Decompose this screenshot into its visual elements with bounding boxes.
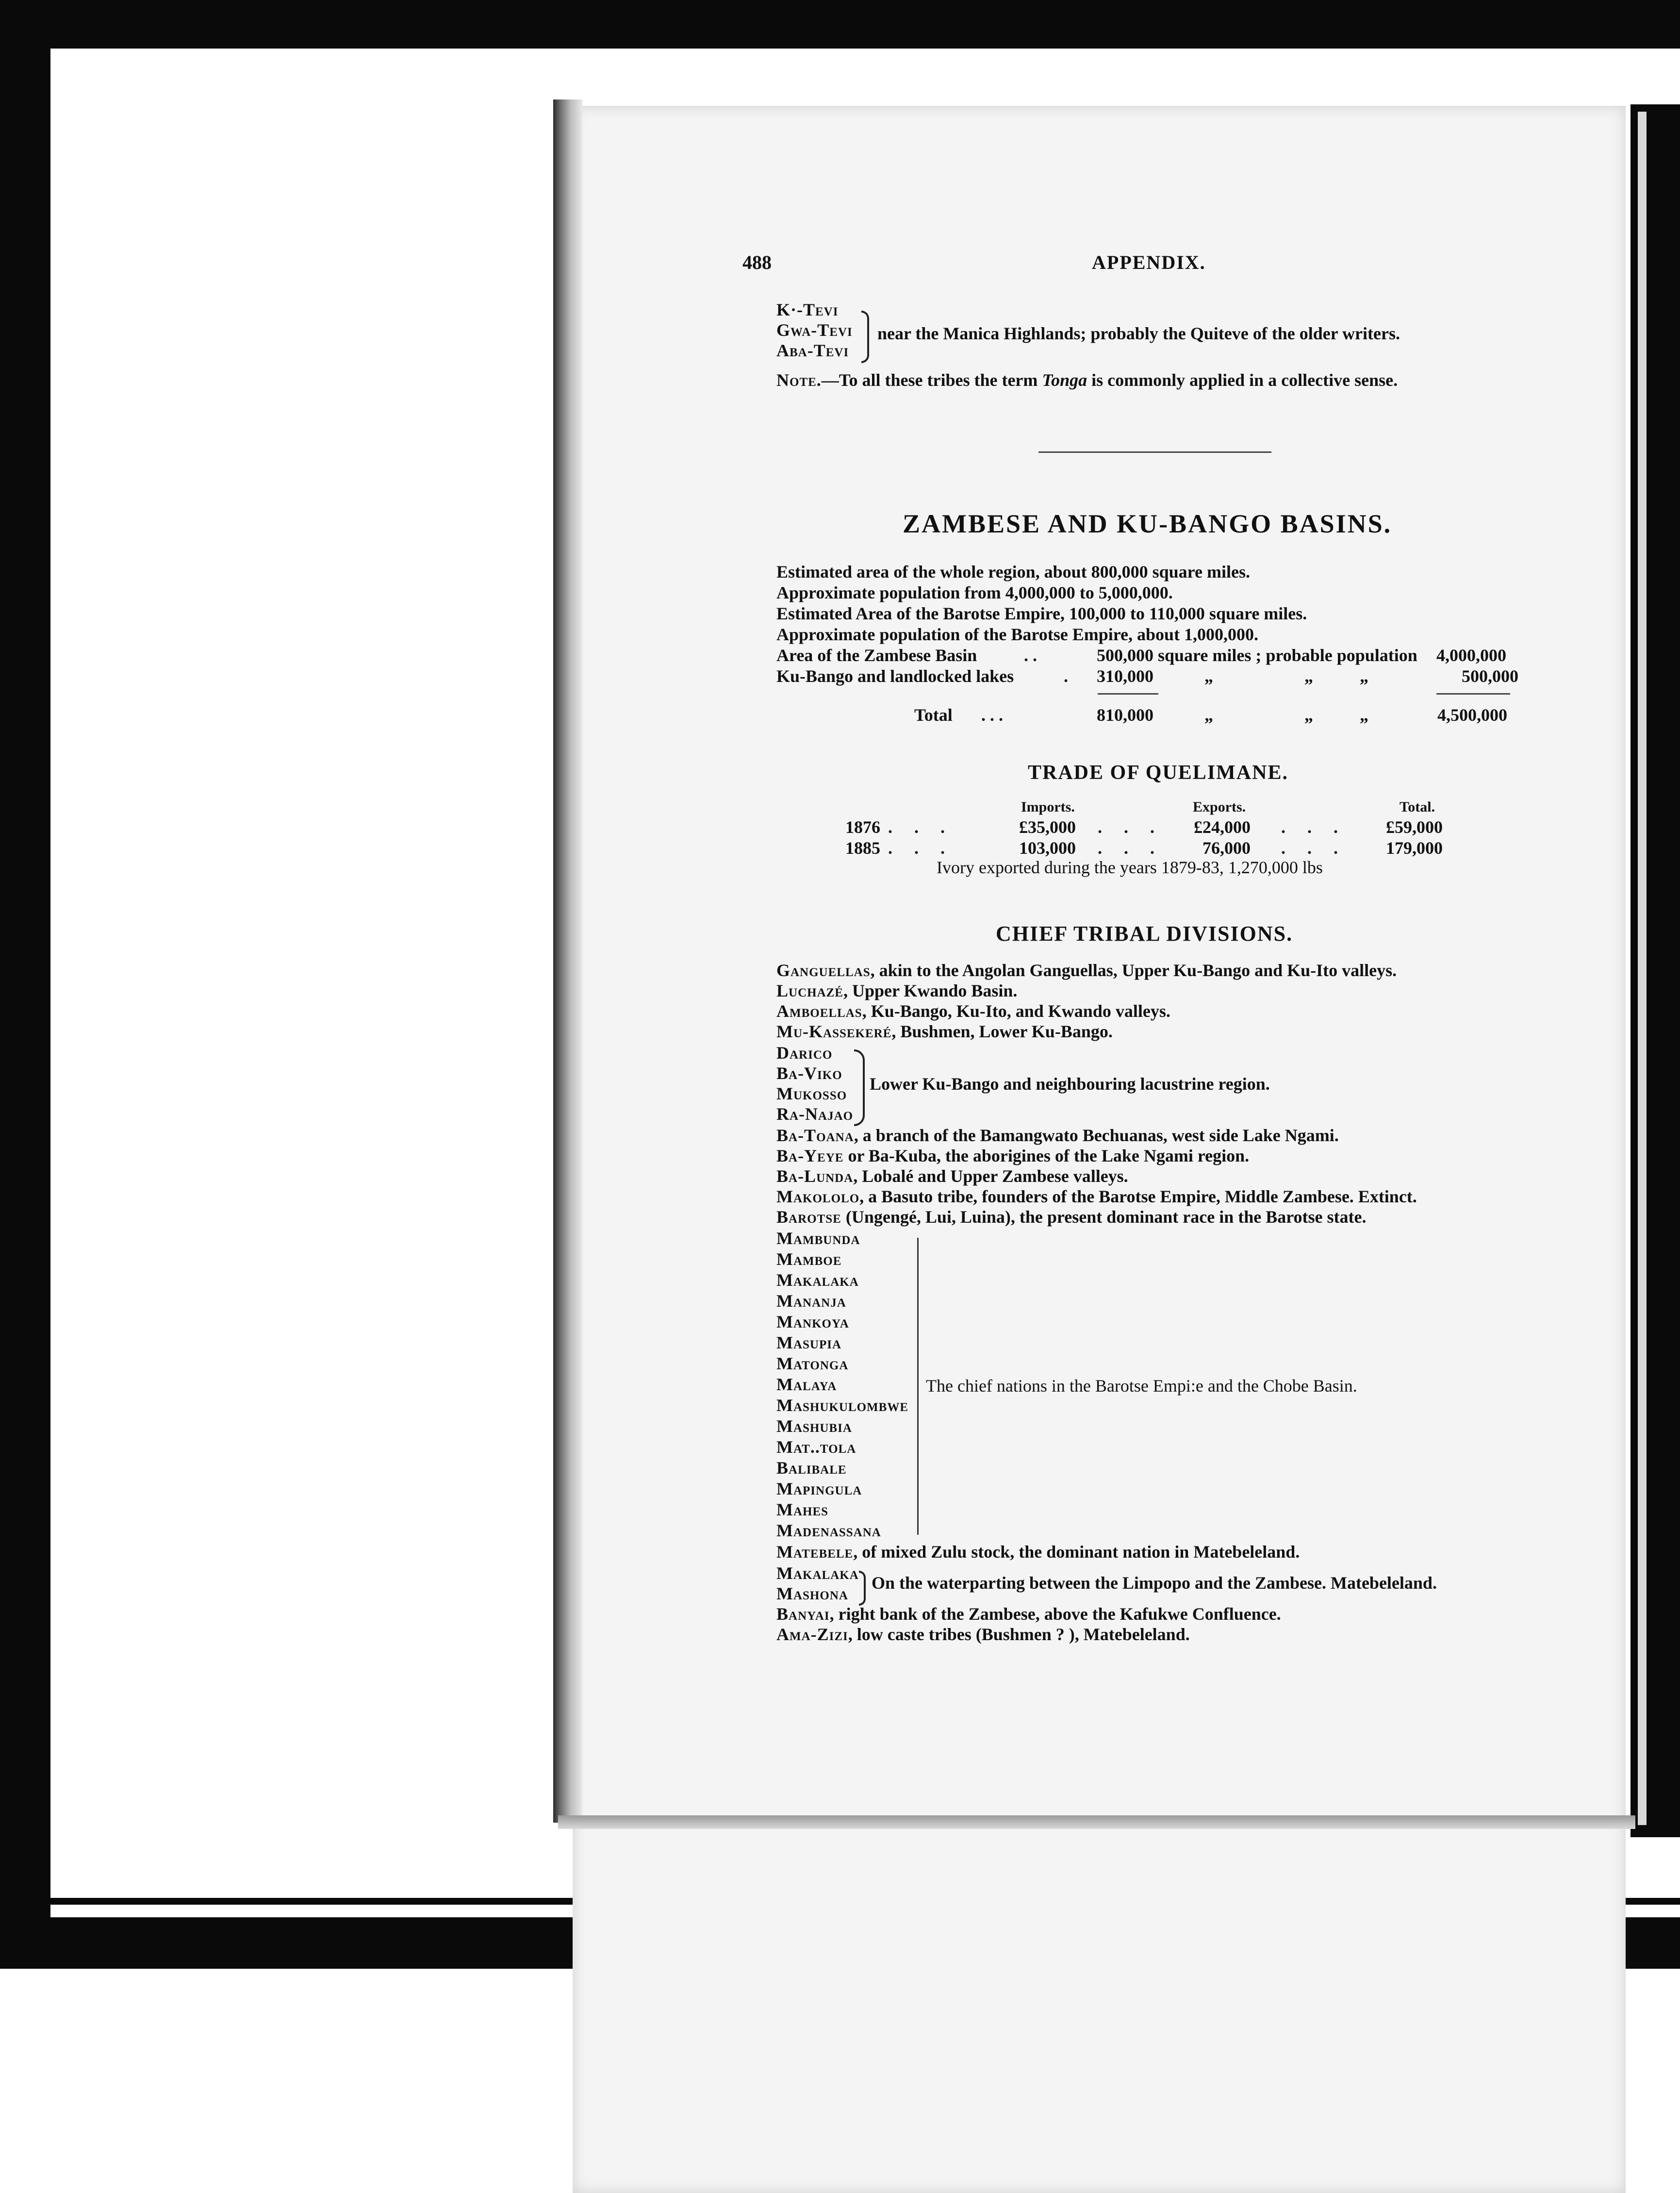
scan-border-left — [0, 0, 50, 1969]
basins-line: Approximate population of the Barotse Empire, about 1,000,000. — [776, 625, 1259, 644]
trade-col-exports: Exports. — [1193, 799, 1246, 815]
tribe-entry: Amboellas, Ku-Bango, Ku-Ito, and Kwando valleys. — [776, 1001, 1170, 1021]
tribe-group-name: Darico — [776, 1043, 833, 1063]
ditto-mark: „ — [1360, 666, 1368, 686]
page-spine-shadow — [553, 100, 582, 1823]
nation-name: Mashukulombwe — [776, 1396, 909, 1415]
sum-rule — [1098, 693, 1158, 695]
trade-imports: £35,000 — [1019, 817, 1076, 837]
tevi-note — [776, 370, 1398, 390]
tevi-brace — [861, 311, 869, 363]
basins-row-area: 500,000 square miles ; probable population — [1097, 646, 1417, 665]
ditto-mark: „ — [1304, 666, 1313, 686]
tribe-group-name: Makalaka — [776, 1563, 859, 1583]
nation-name: Mashubia — [776, 1416, 852, 1436]
tribes-title: CHIEF TRIBAL DIVISIONS. — [996, 922, 1293, 946]
ditto-mark: „ — [1360, 705, 1368, 725]
nation-name: Mapingula — [776, 1479, 862, 1498]
tribe-entry: Matebele, of mixed Zulu stock, the dominant nation in Matebeleland. — [776, 1542, 1300, 1562]
nation-name: Mananja — [776, 1291, 846, 1311]
tribe-entry: Mu-Kassekeré, Bushmen, Lower Ku-Bango. — [776, 1022, 1113, 1041]
note-label: Note. — [776, 370, 822, 390]
nation-name: Mankoya — [776, 1312, 849, 1331]
tribe-entry: Ba-Yeye or Ba-Kuba, the aborigines of the Lake Ngami region. — [776, 1146, 1250, 1165]
nation-name: Mambunda — [776, 1229, 860, 1248]
basins-row-label: Ku-Bango and landlocked lakes — [776, 666, 1014, 686]
ditto-mark: „ — [1204, 666, 1213, 686]
tribe-entry: Banyai, right bank of the Zambese, above the Kafukwe Confluence. — [776, 1604, 1281, 1624]
nation-name: Malaya — [776, 1375, 837, 1394]
basins-total-label: Total — [914, 705, 953, 725]
tribe-group-brace — [859, 1571, 866, 1606]
tevi-description: near the Manica Highlands; probably the Quiteve of the older writers. — [877, 324, 1400, 343]
tribe-group-description: On the waterparting between the Limpopo and the Zambese. Matebeleland. — [872, 1573, 1437, 1593]
page-bottom-shadow — [558, 1815, 1635, 1829]
tribe-group-description: Lower Ku-Bango and neighbouring lacustrine region. — [870, 1074, 1270, 1094]
tevi-name: Aba-Tevi — [776, 341, 849, 360]
nation-name: Masupia — [776, 1333, 842, 1352]
nation-name: Matonga — [776, 1354, 849, 1373]
basins-total-dots: . . . — [981, 705, 1003, 725]
basins-row-pop: 500,000 — [1462, 666, 1518, 686]
tribe-entry: Barotse (Ungengé, Lui, Luina), the present dominant race in the Barotse state. — [776, 1207, 1367, 1227]
nation-name: Madenassana — [776, 1521, 881, 1540]
book-edge-inner — [1638, 112, 1647, 1825]
tribe-group-name: Ra-Najao — [776, 1104, 854, 1124]
basins-row-dots: . — [1064, 666, 1068, 686]
nation-group-description: The chief nations in the Barotse Empi:e and the Chobe Basin. — [926, 1376, 1357, 1396]
nation-group-brace — [917, 1238, 919, 1535]
tribe-entry: Ba-Toana, a branch of the Bamangwato Bechuanas, west side Lake Ngami. — [776, 1126, 1339, 1145]
section-divider — [1038, 451, 1271, 453]
tribe-entry: Ama-Zizi, low caste tribes (Bushmen ? ), Matebeleland. — [776, 1625, 1190, 1644]
scan-border-top — [0, 0, 1680, 49]
trade-title: TRADE OF QUELIMANE. — [1028, 762, 1288, 784]
basins-row-label: Area of the Zambese Basin — [776, 646, 977, 665]
basins-line: Estimated area of the whole region, about 800,000 square miles. — [776, 562, 1250, 581]
ditto-mark: „ — [1304, 705, 1313, 725]
trade-exports: £24,000 — [1194, 817, 1251, 837]
basins-row-pop: 4,000,000 — [1436, 646, 1506, 665]
trade-col-imports: Imports. — [1021, 799, 1075, 815]
note-text-before: —To all these tribes the term — [821, 370, 1038, 390]
tribe-group-name: Mukosso — [776, 1084, 847, 1103]
nation-name: Mamboe — [776, 1249, 842, 1269]
tribe-entry: Makololo, a Basuto tribe, founders of the Barotse Empire, Middle Zambese. Extinct. — [776, 1187, 1417, 1206]
basins-row-area: 310,000 — [1097, 666, 1153, 686]
tribe-entry: Ganguellas, akin to the Angolan Ganguellas, Upper Ku-Bango and Ku-Ito valleys. — [776, 961, 1397, 980]
trade-total: £59,000 — [1386, 817, 1443, 837]
ivory-note: Ivory exported during the years 1879-83, 1,270,000 lbs — [937, 858, 1323, 877]
ditto-mark: „ — [1204, 705, 1213, 725]
tribe-group-brace — [854, 1049, 865, 1126]
tribe-entry: Ba-Lunda, Lobalé and Upper Zambese valleys. — [776, 1166, 1128, 1186]
tribe-entry: Luchazé, Upper Kwando Basin. — [776, 981, 1018, 1000]
trade-year: 1885 — [845, 838, 880, 858]
basins-title: ZAMBESE AND KU-BANGO BASINS. — [903, 509, 1392, 538]
tevi-name: Gwa-Tevi — [776, 320, 853, 340]
running-title: APPENDIX. — [1092, 251, 1206, 273]
tribe-group-name: Mashona — [776, 1584, 848, 1603]
trade-col-total: Total. — [1400, 799, 1435, 815]
nation-name: Mat..tola — [776, 1437, 856, 1457]
trade-exports: 76,000 — [1202, 838, 1251, 858]
basins-line: Estimated Area of the Barotse Empire, 100,000 to 110,000 square miles. — [776, 604, 1307, 623]
trade-imports: 103,000 — [1019, 838, 1076, 858]
sum-rule — [1436, 693, 1510, 695]
note-text-after: is commonly applied in a collective sense. — [1091, 370, 1398, 390]
basins-total-pop: 4,500,000 — [1437, 705, 1507, 725]
trade-year: 1876 — [845, 817, 880, 837]
nation-name: Makalaka — [776, 1270, 859, 1290]
basins-row-dots: . . — [1024, 646, 1037, 665]
basins-line: Approximate population from 4,000,000 to 5,000,000. — [776, 583, 1173, 602]
basins-total-area: 810,000 — [1097, 705, 1153, 725]
page-number: 488 — [742, 251, 772, 273]
trade-total: 179,000 — [1386, 838, 1443, 858]
nation-name: Mahes — [776, 1500, 829, 1519]
nation-name: Balibale — [776, 1458, 847, 1478]
note-term: Tonga — [1042, 370, 1087, 390]
tribe-group-name: Ba-Viko — [776, 1063, 842, 1083]
tevi-name: K·-Tevi — [776, 300, 839, 319]
